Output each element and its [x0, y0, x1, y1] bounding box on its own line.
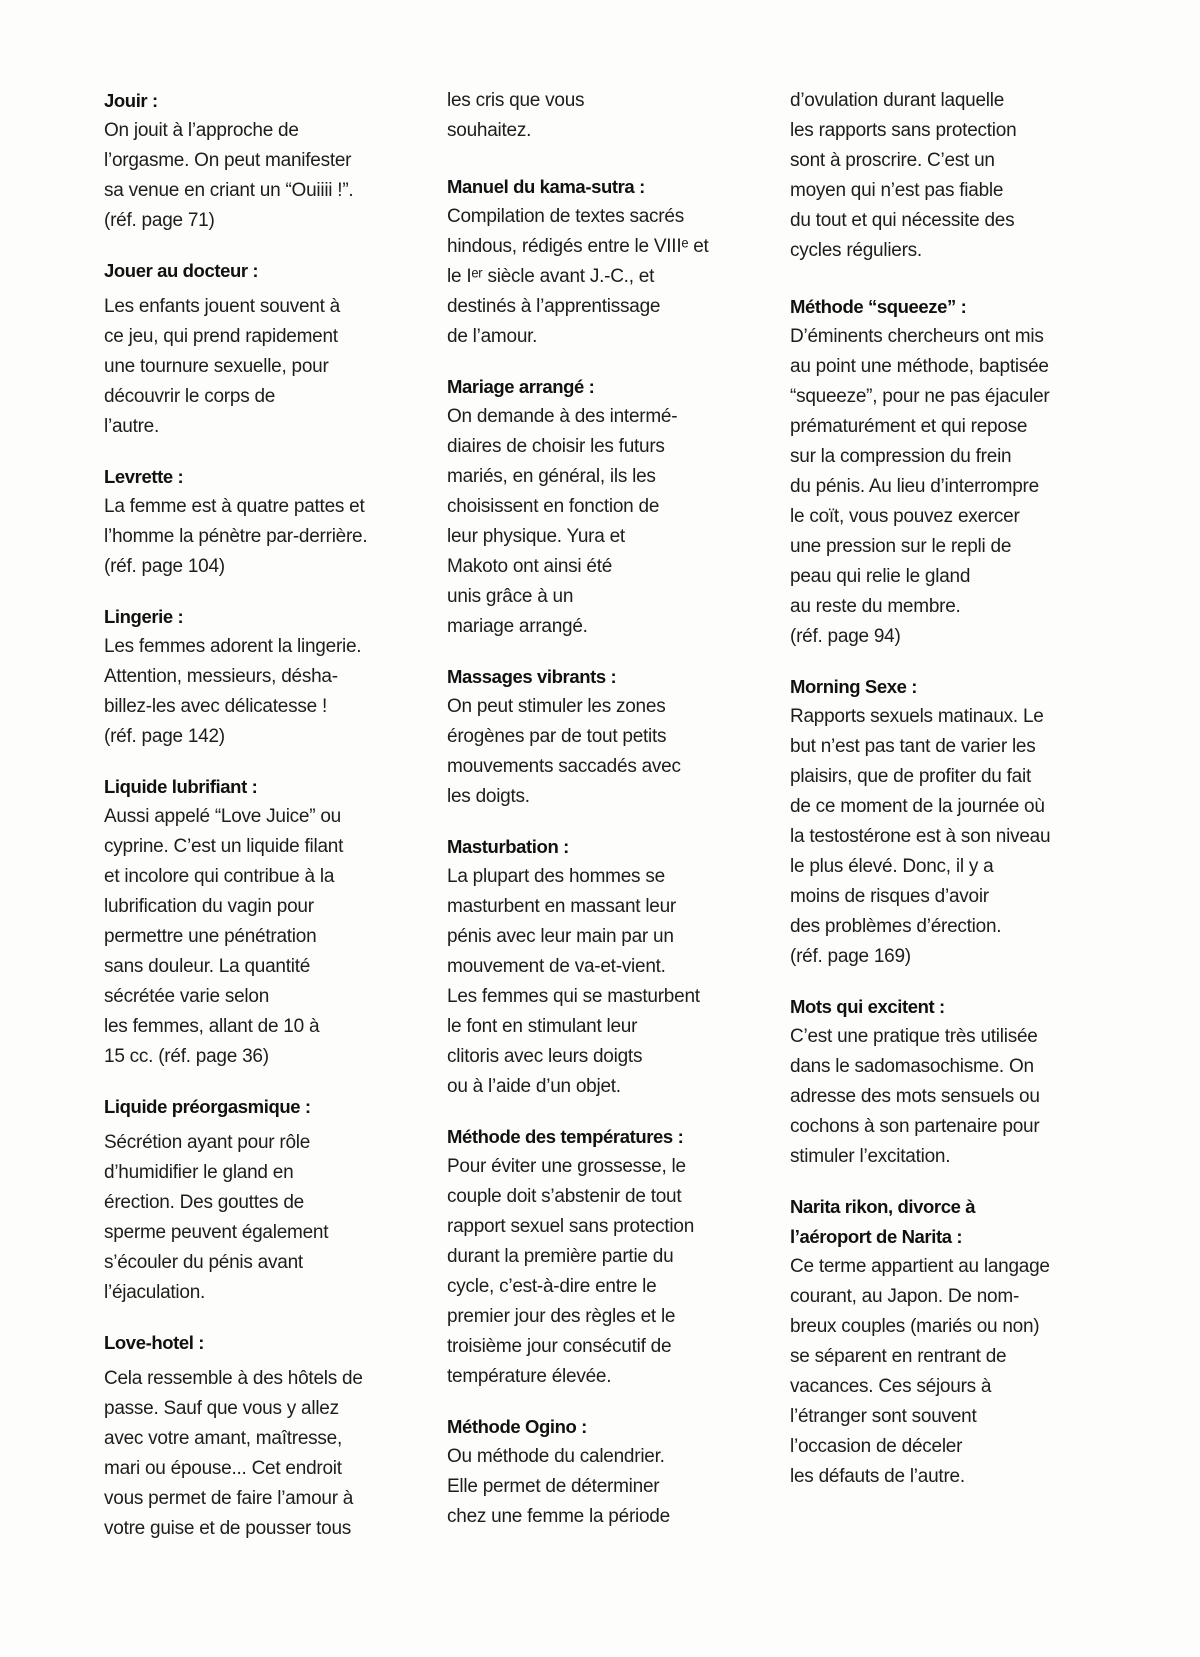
entry-definition-line: hindous, rédigés entre le VIIIᵉ et [447, 236, 709, 257]
entry-definition-line: moins de risques d’avoir [790, 886, 989, 907]
glossary-entry [790, 1192, 1100, 1492]
entry-definition-line: l’éjaculation. [104, 1282, 206, 1303]
entry-definition-line: votre guise et de pousser tous [104, 1518, 352, 1539]
entry-definition-line: l’étranger sont souvent [790, 1406, 977, 1427]
entry-definition-line: cyprine. C’est un liquide filant [104, 836, 344, 857]
entry-term: Lingerie : [104, 606, 184, 627]
entry-term: Narita rikon, divorce à [790, 1196, 976, 1217]
entry-definition-line: Makoto ont ainsi été [447, 556, 613, 577]
entry-definition-line: “squeeze”, pour ne pas éjaculer [790, 386, 1050, 407]
entry-definition-line: au reste du membre. [790, 596, 961, 617]
entry-definition-line: se séparent en rentrant de [790, 1346, 1007, 1367]
entry-definition-line: l’autre. [104, 416, 160, 437]
glossary-entry [790, 992, 1100, 1172]
entry-definition-line: le plus élevé. Donc, il y a [790, 856, 994, 877]
glossary-entry [447, 662, 752, 812]
entry-definition-line: les femmes, allant de 10 à [104, 1016, 320, 1037]
glossary-entry [104, 1092, 414, 1308]
entry-definition-line: lubrification du vagin pour [104, 896, 314, 917]
entry-definition-line: mariage arrangé. [447, 616, 588, 637]
entry-definition-line: permettre une pénétration [104, 926, 317, 947]
glossary-entry [104, 772, 414, 1072]
entry-definition-line: cochons à son partenaire pour [790, 1116, 1040, 1137]
entry-definition-line: Pour éviter une grossesse, le [447, 1156, 686, 1177]
entry-definition-line: vacances. Ces séjours à [790, 1376, 992, 1397]
entry-definition-line: une tournure sexuelle, pour [104, 356, 329, 377]
entry-definition-line: les doigts. [447, 786, 530, 807]
entry-definition-line: sécrétée varie selon [104, 986, 270, 1007]
entry-definition-line: mari ou épouse... Cet endroit [104, 1458, 342, 1479]
entry-definition-line: Cela ressemble à des hôtels de [104, 1368, 363, 1389]
glossary-entry [104, 1328, 414, 1544]
entry-definition-line: passe. Sauf que vous y allez [104, 1398, 339, 1419]
entry-definition-line: érogènes par de tout petits [447, 726, 667, 747]
entry-definition-line: On jouit à l’approche de [104, 120, 299, 141]
entry-definition-line: diaires de choisir les futurs [447, 436, 665, 457]
entry-definition-line: La femme est à quatre pattes et [104, 496, 365, 517]
entry-definition-line: sa venue en criant un “Ouiiii !”. [104, 180, 354, 201]
entry-definition-line: sur la compression du frein [790, 446, 1012, 467]
entry-definition-line: (réf. page 104) [104, 556, 225, 577]
entry-definition-line: premier jour des règles et le [447, 1306, 676, 1327]
entry-term: Mots qui excitent : [790, 996, 945, 1017]
entry-definition-line: couple doit s’abstenir de tout [447, 1186, 682, 1207]
entry-definition-line: unis grâce à un [447, 586, 574, 607]
glossary-entry [104, 462, 414, 582]
entry-term: Jouer au docteur : [104, 260, 259, 281]
entry-term: Massages vibrants : [447, 666, 617, 687]
entry-definition-line: La plupart des hommes se [447, 866, 665, 887]
glossary-entry-continuation [447, 86, 752, 146]
entry-definition-line: cycles réguliers. [790, 240, 922, 261]
entry-definition-line: d’humidifier le gland en [104, 1162, 294, 1183]
entry-definition-line: clitoris avec leurs doigts [447, 1046, 643, 1067]
entry-term: Manuel du kama-sutra : [447, 176, 645, 197]
entry-definition-line: les défauts de l’autre. [790, 1466, 965, 1487]
entry-definition-line: C’est une pratique très utilisée [790, 1026, 1038, 1047]
entry-definition-line: mariés, en général, ils les [447, 466, 656, 487]
entry-definition-line: Les femmes adorent la lingerie. [104, 636, 362, 657]
entry-definition-line: s’écouler du pénis avant [104, 1252, 303, 1273]
entry-definition-line: courant, au Japon. De nom- [790, 1286, 1020, 1307]
entry-definition-line: l’homme la pénètre par-derrière. [104, 526, 368, 547]
entry-definition-line: l’orgasme. On peut manifester [104, 150, 352, 171]
column-1 [104, 86, 414, 1564]
entry-definition-line: cycle, c’est-à-dire entre le [447, 1276, 657, 1297]
entry-definition-line: (réf. page 71) [104, 210, 215, 231]
entry-definition-line: érection. Des gouttes de [104, 1192, 304, 1213]
entry-definition-line: prématurément et qui repose [790, 416, 1028, 437]
entry-definition-line: On demande à des intermé- [447, 406, 678, 427]
entry-definition-line: mouvement de va-et-vient. [447, 956, 666, 977]
entry-definition-line: au point une méthode, baptisée [790, 356, 1049, 377]
entry-definition-line: (réf. page 142) [104, 726, 225, 747]
entry-term: Morning Sexe : [790, 676, 917, 697]
entry-definition-line: adresse des mots sensuels ou [790, 1086, 1040, 1107]
entry-definition-line: Les femmes qui se masturbent [447, 986, 700, 1007]
entry-definition-line: l’occasion de déceler [790, 1436, 963, 1457]
entry-definition-line: avec votre amant, maîtresse, [104, 1428, 342, 1449]
entry-definition-line: Sécrétion ayant pour rôle [104, 1132, 311, 1153]
entry-definition-line: Ce terme appartient au langage [790, 1256, 1050, 1277]
entry-definition-line: Compilation de textes sacrés [447, 206, 684, 227]
entry-definition-line: souhaitez. [447, 120, 532, 141]
entry-definition-line: Ou méthode du calendrier. [447, 1446, 665, 1467]
entry-definition-line: rapport sexuel sans protection [447, 1216, 695, 1237]
glossary-entry [447, 372, 752, 642]
entry-definition-line: température élevée. [447, 1366, 612, 1387]
entry-definition-line: but n’est pas tant de varier les [790, 736, 1036, 757]
entry-term: Méthode “squeeze” : [790, 296, 967, 317]
column-3 [790, 86, 1100, 1512]
entry-term: Méthode des températures : [447, 1126, 684, 1147]
entry-definition-line: et incolore qui contribue à la [104, 866, 335, 887]
glossary-entry [790, 672, 1100, 972]
entry-definition-line: Les enfants jouent souvent à [104, 296, 340, 317]
entry-definition-line: durant la première partie du [447, 1246, 674, 1267]
entry-definition-line: Aussi appelé “Love Juice” ou [104, 806, 341, 827]
entry-definition-line: Rapports sexuels matinaux. Le [790, 706, 1044, 727]
entry-definition-line: 15 cc. (réf. page 36) [104, 1046, 269, 1067]
glossary-entry [447, 172, 752, 352]
entry-definition-line: d’ovulation durant laquelle [790, 90, 1005, 111]
column-2 [447, 86, 752, 1552]
entry-definition-line: sans douleur. La quantité [104, 956, 311, 977]
entry-term: Méthode Ogino : [447, 1416, 587, 1437]
entry-definition-line: D’éminents chercheurs ont mis [790, 326, 1044, 347]
entry-definition-line: destinés à l’apprentissage [447, 296, 661, 317]
entry-definition-line: masturbent en massant leur [447, 896, 677, 917]
glossary-entry [104, 86, 414, 236]
entry-definition-line: la testostérone est à son niveau [790, 826, 1051, 847]
entry-definition-line: mouvements saccadés avec [447, 756, 681, 777]
entry-definition-line: une pression sur le repli de [790, 536, 1012, 557]
entry-definition-line: (réf. page 94) [790, 626, 901, 647]
entry-definition-line: sont à proscrire. C’est un [790, 150, 995, 171]
glossary-entry-continuation [790, 86, 1100, 266]
entry-definition-line: ou à l’aide d’un objet. [447, 1076, 621, 1097]
entry-definition-line: vous permet de faire l’amour à [104, 1488, 354, 1509]
entry-definition-line: peau qui relie le gland [790, 566, 971, 587]
entry-definition-line: Elle permet de déterminer [447, 1476, 660, 1497]
entry-definition-line: le font en stimulant leur [447, 1016, 638, 1037]
entry-definition-line: du pénis. Au lieu d’interrompre [790, 476, 1039, 497]
glossary-entry [447, 832, 752, 1102]
entry-term: Liquide lubrifiant : [104, 776, 258, 797]
glossary-entry [790, 292, 1100, 652]
entry-definition-line: le Iᵉʳ siècle avant J.-C., et [447, 266, 655, 287]
entry-term: Masturbation : [447, 836, 569, 857]
entry-definition-line: chez une femme la période [447, 1506, 670, 1527]
entry-term: Levrette : [104, 466, 184, 487]
entry-definition-line: dans le sadomasochisme. On [790, 1056, 1034, 1077]
entry-term: Mariage arrangé : [447, 376, 595, 397]
glossary-entry [104, 602, 414, 752]
entry-definition-line: pénis avec leur main par un [447, 926, 674, 947]
entry-definition-line: ce jeu, qui prend rapidement [104, 326, 338, 347]
entry-definition-line: le coït, vous pouvez exercer [790, 506, 1020, 527]
entry-definition-line: des problèmes d’érection. [790, 916, 1002, 937]
entry-definition-line: les cris que vous [447, 90, 585, 111]
glossary-entry [447, 1412, 752, 1532]
entry-definition-line: breux couples (mariés ou non) [790, 1316, 1040, 1337]
glossary-entry [104, 256, 414, 442]
entry-definition-line: découvrir le corps de [104, 386, 276, 407]
entry-definition-line: leur physique. Yura et [447, 526, 625, 547]
entry-term-line2: l’aéroport de Narita : [790, 1226, 963, 1247]
entry-definition-line: du tout et qui nécessite des [790, 210, 1015, 231]
entry-definition-line: de ce moment de la journée où [790, 796, 1045, 817]
entry-definition-line: stimuler l’excitation. [790, 1146, 951, 1167]
entry-term: Jouir : [104, 90, 158, 111]
entry-definition-line: choisissent en fonction de [447, 496, 660, 517]
glossary-entry [447, 1122, 752, 1392]
entry-definition-line: moyen qui n’est pas fiable [790, 180, 1004, 201]
entry-definition-line: Attention, messieurs, désha- [104, 666, 338, 687]
entry-definition-line: billez-les avec délicatesse ! [104, 696, 327, 717]
entry-definition-line: (réf. page 169) [790, 946, 911, 967]
entry-term: Liquide préorgasmique : [104, 1096, 311, 1117]
entry-definition-line: On peut stimuler les zones [447, 696, 666, 717]
entry-definition-line: sperme peuvent également [104, 1222, 329, 1243]
entry-term: Love-hotel : [104, 1332, 205, 1353]
entry-definition-line: plaisirs, que de profiter du fait [790, 766, 1031, 787]
entry-definition-line: troisième jour consécutif de [447, 1336, 672, 1357]
entry-definition-line: les rapports sans protection [790, 120, 1017, 141]
entry-definition-line: de l’amour. [447, 326, 538, 347]
